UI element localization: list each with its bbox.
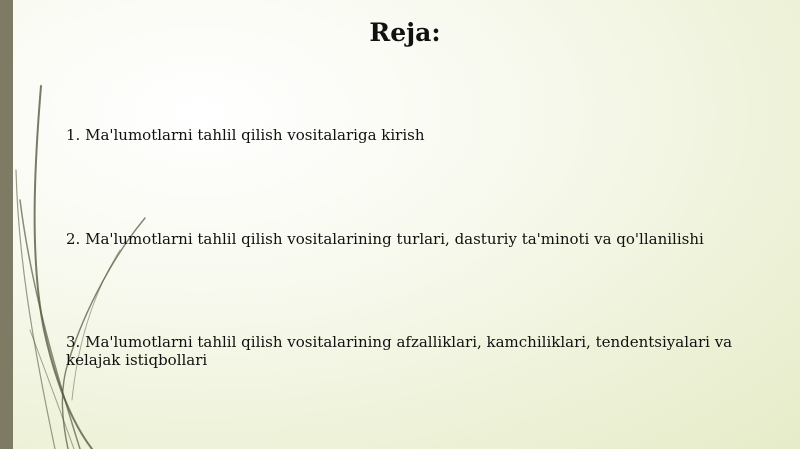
plan-item-1: 1. Ma'lumotlarni tahlil qilish vositalariga kirish: [66, 126, 425, 144]
plan-item-2: 2. Ma'lumotlarni tahlil qilish vositalarining turlari, dasturiy ta'minoti va qo'llanilishi: [66, 230, 704, 248]
plan-item-3: 3. Ma'lumotlarni tahlil qilish vositalarining afzalliklari, kamchiliklari, tendentsiyalari va kelajak istiqbollari: [66, 333, 733, 369]
slide-title: Reja:: [369, 18, 441, 47]
